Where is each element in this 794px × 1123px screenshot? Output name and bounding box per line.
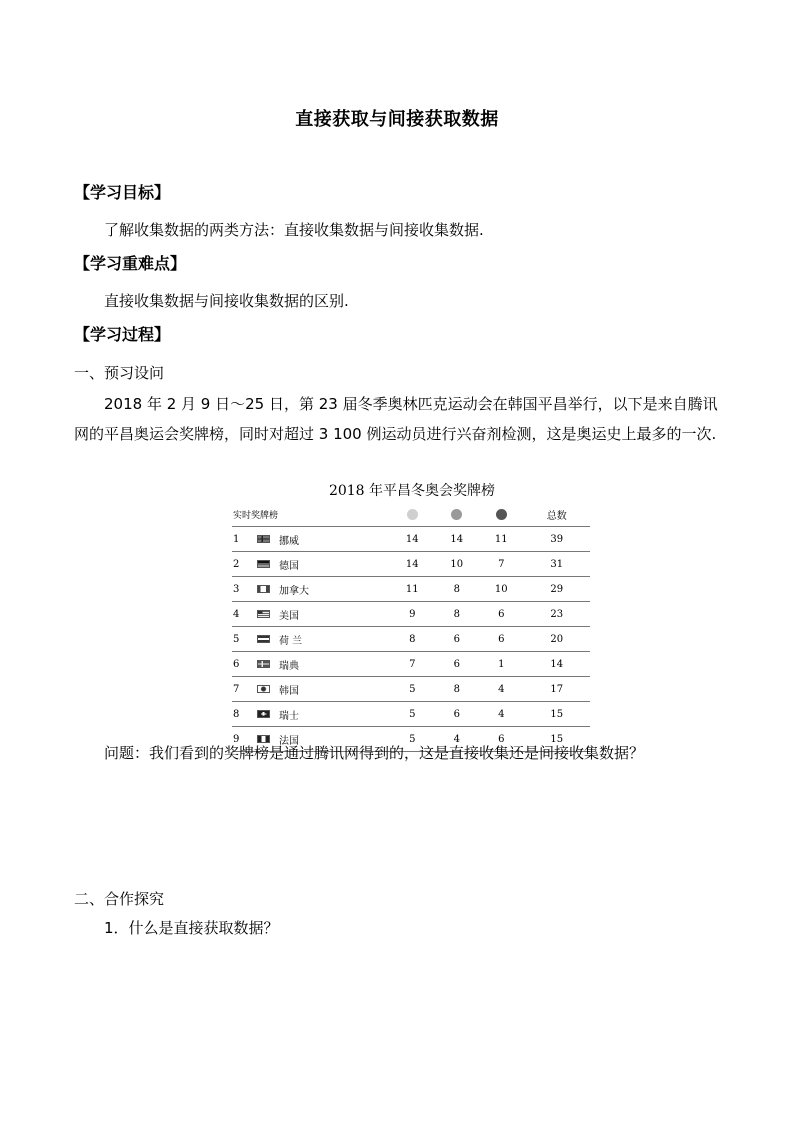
country-cell: 德国 [278,552,390,577]
country-cell: 瑞士 [278,702,390,727]
country-cell: 加拿大 [278,577,390,602]
country-cell: 瑞典 [278,652,390,677]
medal-row [232,677,590,702]
gold-cell: 14 [390,552,435,577]
total-cell: 17 [524,677,591,702]
medal-row [232,627,590,652]
medal-row [232,652,590,677]
bronze-cell: 6 [479,727,524,752]
flag-cell [256,702,278,727]
gold-cell: 5 [390,727,435,752]
usa-flag-icon [257,610,270,618]
key-points-heading: 【学习重难点】 [74,254,187,273]
bronze-dot [496,509,507,520]
gold-cell: 5 [390,677,435,702]
rank-cell: 6 [232,652,256,677]
bronze-cell: 11 [479,527,524,552]
bronze-cell: 4 [479,702,524,727]
gold-cell: 11 [390,577,435,602]
germany-flag-icon [257,560,270,568]
gold-cell: 7 [390,652,435,677]
question-text: 问题：我们看到的奖牌榜是通过腾讯网得到的，这是直接收集还是间接收集数据？ [104,744,645,762]
silver-cell: 14 [435,527,480,552]
silver-cell: 8 [435,677,480,702]
total-cell: 20 [524,627,591,652]
total-header: 总数 [524,502,591,527]
medal-row [232,577,590,602]
part2-heading: 二、合作探究 [74,890,165,908]
objectives-heading: 【学习目标】 [74,183,171,202]
bronze-medal-icon [479,502,524,527]
silver-medal-icon [435,502,480,527]
process-heading: 【学习过程】 [74,325,171,344]
bronze-cell: 7 [479,552,524,577]
total-cell: 29 [524,577,591,602]
total-cell: 23 [524,602,591,627]
flag-cell [256,627,278,652]
rank-cell: 2 [232,552,256,577]
bronze-cell: 1 [479,652,524,677]
norway-flag-icon [257,535,270,543]
silver-cell: 8 [435,577,480,602]
silver-cell: 6 [435,652,480,677]
bronze-cell: 4 [479,677,524,702]
medal-table-header [232,502,590,527]
bronze-cell: 6 [479,602,524,627]
switzerland-flag-icon [257,710,270,718]
rank-cell: 1 [232,527,256,552]
part1-heading: 一、预习设问 [74,364,165,382]
flag-cell [256,527,278,552]
country-cell: 韩国 [278,677,390,702]
medal-row [232,552,590,577]
country-cell: 美国 [278,602,390,627]
netherlands-flag-icon [257,635,270,643]
rank-cell: 3 [232,577,256,602]
page-title: 直接获取与间接获取数据 [295,109,499,130]
total-cell: 39 [524,527,591,552]
gold-dot [407,509,418,520]
gold-cell: 5 [390,702,435,727]
gold-cell: 14 [390,527,435,552]
objectives-text: 了解收集数据的两类方法：直接收集数据与间接收集数据. [104,221,484,239]
medal-row [232,702,590,727]
silver-dot [451,509,462,520]
flag-cell [256,602,278,627]
medal-table-title: 2018 年平昌冬奥会奖牌榜 [328,483,496,499]
medal-row [232,602,590,627]
gold-cell: 9 [390,602,435,627]
total-cell: 14 [524,652,591,677]
silver-cell: 6 [435,702,480,727]
bronze-cell: 10 [479,577,524,602]
canada-flag-icon [257,585,270,593]
rank-cell: 5 [232,627,256,652]
header-label: 实时奖牌榜 [232,502,390,527]
flag-cell [256,577,278,602]
sweden-flag-icon [257,660,270,668]
total-cell: 31 [524,552,591,577]
total-cell: 15 [524,702,591,727]
korea-flag-icon [257,685,270,693]
part2-item1: 1．什么是直接获取数据？ [104,919,279,937]
flag-cell [256,552,278,577]
silver-cell: 6 [435,627,480,652]
key-points-text: 直接收集数据与间接收集数据的区别. [104,292,349,310]
gold-cell: 8 [390,627,435,652]
rank-cell: 4 [232,602,256,627]
gold-medal-icon [390,502,435,527]
rank-cell: 7 [232,677,256,702]
silver-cell: 10 [435,552,480,577]
silver-cell: 8 [435,602,480,627]
bronze-cell: 6 [479,627,524,652]
medal-table [232,502,590,752]
intro-paragraph: 2018 年 2 月 9 日～25 日，第 23 届冬季奥林匹克运动会在韩国平昌举行，以下是来自腾讯网的平昌奥运会奖牌榜，同时对超过 3 100 例运动员进行兴奋剂检测，这是奥运史上最多的一次. [74,395,718,443]
rank-cell: 8 [232,702,256,727]
country-cell: 法国 [278,727,390,752]
silver-cell: 4 [435,727,480,752]
total-cell: 15 [524,727,591,752]
country-cell: 挪威 [278,527,390,552]
country-cell: 荷 兰 [278,627,390,652]
rank-cell: 9 [232,727,256,752]
flag-cell [256,652,278,677]
medal-row [232,527,590,552]
flag-cell [256,677,278,702]
